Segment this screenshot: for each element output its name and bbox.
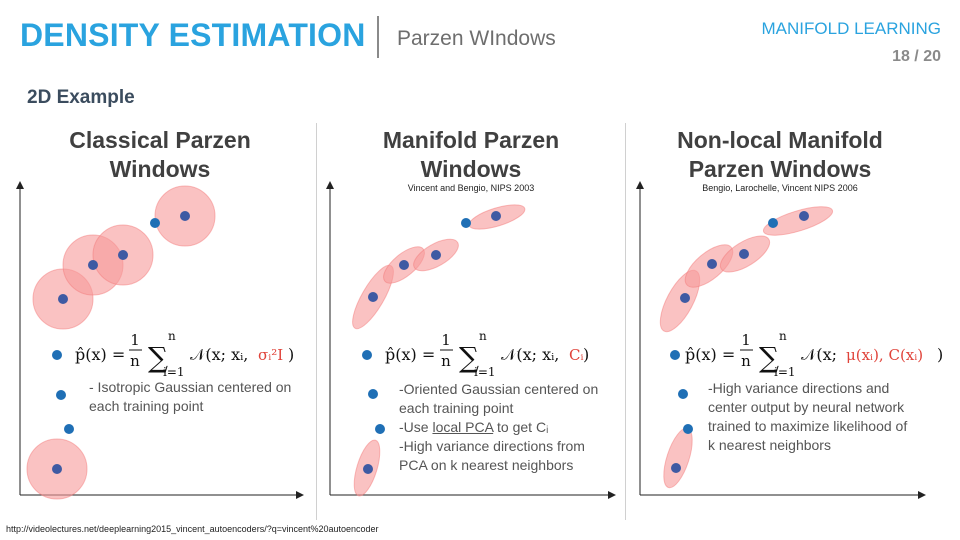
formula-body: 𝒩(x; xyxy=(801,345,837,364)
column-title-line: Manifold Parzen xyxy=(382,127,560,153)
page-total: 20 xyxy=(923,48,941,65)
sum-sign: ∑ xyxy=(148,341,168,374)
course-name: MANIFOLD LEARNING xyxy=(761,19,941,38)
description-line: trained to maximize likelihood of xyxy=(708,418,908,434)
formula-lhs: p̂(x) = xyxy=(385,345,436,364)
formula-lhs: p̂(x) = xyxy=(685,345,736,364)
sum-lower: i=1 xyxy=(774,365,796,379)
description-line: each training point xyxy=(399,400,514,416)
section-heading: 2D Example xyxy=(27,87,135,108)
formula-close: ) xyxy=(937,345,944,364)
formula-body: 𝒩(x; xᵢ, xyxy=(190,345,249,364)
fraction-numerator: 1 xyxy=(130,331,140,349)
formula-classical xyxy=(75,329,294,379)
formula-highlight: Cᵢ xyxy=(569,346,584,364)
page-separator: / xyxy=(909,48,924,65)
slide-title: DENSITY ESTIMATION xyxy=(20,17,366,53)
column-title-line: Non-local Manifold xyxy=(677,127,883,153)
fraction-numerator: 1 xyxy=(741,331,751,349)
citation-nonlocal: Bengio, Larochelle, Vincent NIPS 2006 xyxy=(702,183,858,193)
source-url[interactable]: http://videolectures.net/deeplearning2015_vincent_autoencoders/?q=vincent%20autoencoder xyxy=(6,524,379,534)
column-title-line: Parzen Windows xyxy=(688,156,872,182)
column-title-line: Classical Parzen xyxy=(69,127,251,153)
description-line: k nearest neighbors xyxy=(708,437,831,453)
fraction-denominator: n xyxy=(130,352,140,370)
local-pca-term: local PCA xyxy=(432,419,494,435)
column-title-line: Windows xyxy=(109,156,211,182)
sum-sign: ∑ xyxy=(759,341,779,374)
description-line xyxy=(399,418,614,437)
formula-nonlocal xyxy=(685,329,943,379)
fraction-numerator: 1 xyxy=(441,331,451,349)
description-text: to get Cᵢ xyxy=(493,419,549,435)
sum-upper: n xyxy=(168,329,176,343)
sum-lower: i=1 xyxy=(474,365,496,379)
citation-manifold: Vincent and Bengio, NIPS 2003 xyxy=(407,183,535,193)
formula-body: 𝒩(x; xᵢ, xyxy=(501,345,560,364)
sum-sign: ∑ xyxy=(459,341,479,374)
formula-close: ) xyxy=(288,345,295,364)
fraction-denominator: n xyxy=(441,352,451,370)
formula-highlight: μ(xᵢ), C(xᵢ) xyxy=(846,346,924,364)
formula-lhs: p̂(x) = xyxy=(75,345,126,364)
description-line: center output by neural network xyxy=(708,399,905,415)
formula-manifold xyxy=(385,329,589,379)
formula-highlight: σᵢ²I xyxy=(258,346,284,364)
description-line: -High variance directions from xyxy=(399,438,585,454)
description-line: PCA on k nearest neighbors xyxy=(399,457,574,473)
fraction-denominator: n xyxy=(741,352,751,370)
page-current: 18 xyxy=(892,48,910,65)
description-text: -Use xyxy=(399,419,433,435)
description-line: -Oriented Gaussian centered on xyxy=(399,381,599,397)
description-manifold xyxy=(399,380,614,475)
description-line: each training point xyxy=(89,398,204,414)
formula-close: ) xyxy=(583,345,590,364)
sum-lower: i=1 xyxy=(163,365,185,379)
description-nonlocal xyxy=(708,379,938,455)
sum-upper: n xyxy=(779,329,787,343)
sum-upper: n xyxy=(479,329,487,343)
description-classical xyxy=(89,378,309,416)
slide-subtitle: Parzen WIndows xyxy=(397,27,556,50)
description-line: - Isotropic Gaussian centered on xyxy=(89,379,292,395)
column-title-line: Windows xyxy=(420,156,522,182)
description-line: -High variance directions and xyxy=(708,380,890,396)
